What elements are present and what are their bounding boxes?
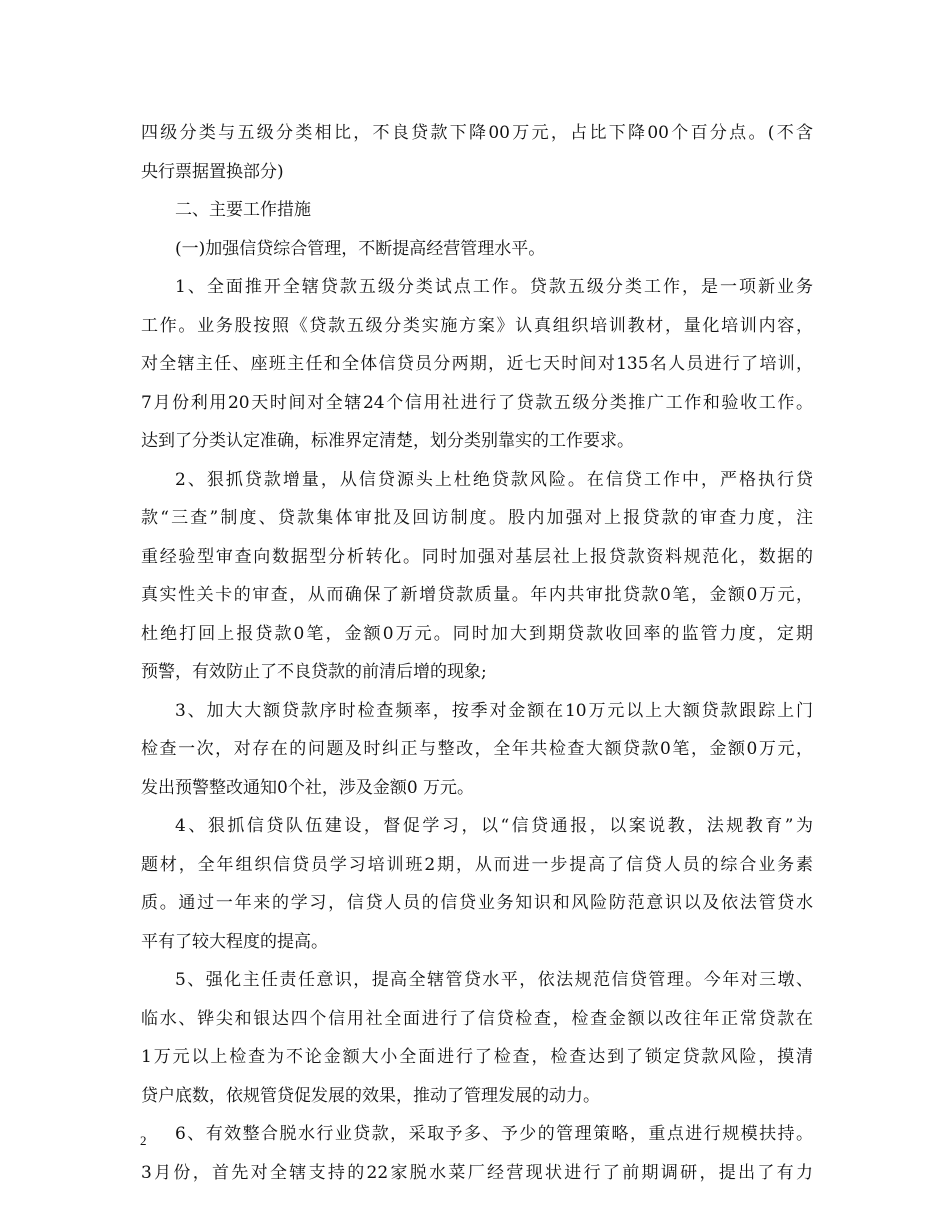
paragraph-2 [141, 461, 813, 692]
text-line: 5、强化主任责任意识，提高全辖管贷水平，依法规范信贷管理。今年对三墩、 [175, 970, 813, 990]
paragraph-1 [141, 268, 813, 461]
page-number: 2 [140, 1133, 147, 1148]
text-line: 1万元以上检查为不论金额大小全面进行了检查，检查达到了锁定贷款风险，摸清 [141, 1047, 813, 1067]
text-line: 款“三查”制度、贷款集体审批及回访制度。股内加强对上报贷款的审查力度，注 [141, 508, 813, 528]
text-line: 3、加大大额贷款序时检查频率，按季对金额在10万元以上大额贷款跟踪上门 [175, 700, 813, 721]
text-line: 质。通过一年来的学习，信贷人员的信贷业务知识和风险防范意识以及依法管贷水 [141, 893, 813, 913]
intro-paragraph [141, 114, 813, 191]
text-line: 发出预警整改通知0个社，涉及金额0 万元。 [141, 777, 475, 798]
section-heading: 二、主要工作措施 [175, 200, 311, 220]
subsection-heading: (一)加强信贷综合管理，不断提高经营管理水平。 [175, 238, 546, 259]
text-line: 3月份，首先对全辖支持的22家脱水菜厂经营现状进行了前期调研，提出了有力 [141, 1162, 813, 1183]
text-line: 6、有效整合脱水行业贷款，采取予多、予少的管理策略，重点进行规模扶持。 [175, 1124, 813, 1144]
text-line: 达到了分类认定准确，标准界定清楚，划分类别靠实的工作要求。 [141, 431, 634, 451]
text-line: 平有了较大程度的提高。 [141, 931, 328, 952]
text-line: 四级分类与五级分类相比，不良贷款下降00万元，占比下降00个百分点。(不含 [141, 123, 813, 143]
paragraph-4 [141, 807, 813, 961]
text-line: 预警，有效防止了不良贷款的前清后增的现象; [141, 662, 487, 682]
paragraph-6 [141, 1115, 813, 1192]
text-line: 临水、铧尖和银达四个信用社全面进行了信贷检查，检查金额以改往年正常贷款在 [141, 1008, 813, 1029]
text-line: 央行票据置换部分) [141, 161, 284, 182]
text-line: 2、狠抓贷款增量，从信贷源头上杜绝贷款风险。在信贷工作中，严格执行贷 [175, 469, 813, 490]
text-line: 工作。业务股按照《贷款五级分类实施方案》认真组织培训教材，量化培训内容， [141, 315, 813, 336]
text-line: 重经验型审查向数据型分析转化。同时加强对基层社上报贷款资料规范化，数据的 [141, 546, 813, 567]
text-line: 7月份利用20天时间对全辖24个信用社进行了贷款五级分类推广工作和验收工作。 [141, 392, 813, 413]
text-line: 检查一次，对存在的问题及时纠正与整改，全年共检查大额贷款0笔，金额0万元， [141, 739, 813, 759]
text-line: 对全辖主任、座班主任和全体信贷员分两期，近七天时间对135名人员进行了培训， [141, 354, 813, 374]
text-line: 1、全面推开全辖贷款五级分类试点工作。贷款五级分类工作，是一项新业务 [175, 277, 813, 297]
paragraph-5 [141, 961, 813, 1115]
text-line: 题材，全年组织信贷员学习培训班2期，从而进一步提高了信贷人员的综合业务素 [141, 854, 813, 875]
document-body [141, 114, 813, 1192]
text-line: 杜绝打回上报贷款0笔，金额0万元。同时加大到期贷款收回率的监管力度，定期 [141, 623, 813, 644]
text-line: 真实性关卡的审查，从而确保了新增贷款质量。年内共审批贷款0笔，金额0万元， [141, 585, 813, 605]
text-line: 贷户底数，依规管贷促发展的效果，推动了管理发展的动力。 [141, 1085, 600, 1106]
text-line: 4、狠抓信贷队伍建设，督促学习，以“信贷通报，以案说教，法规教育”为 [175, 816, 813, 836]
paragraph-3 [141, 692, 813, 808]
